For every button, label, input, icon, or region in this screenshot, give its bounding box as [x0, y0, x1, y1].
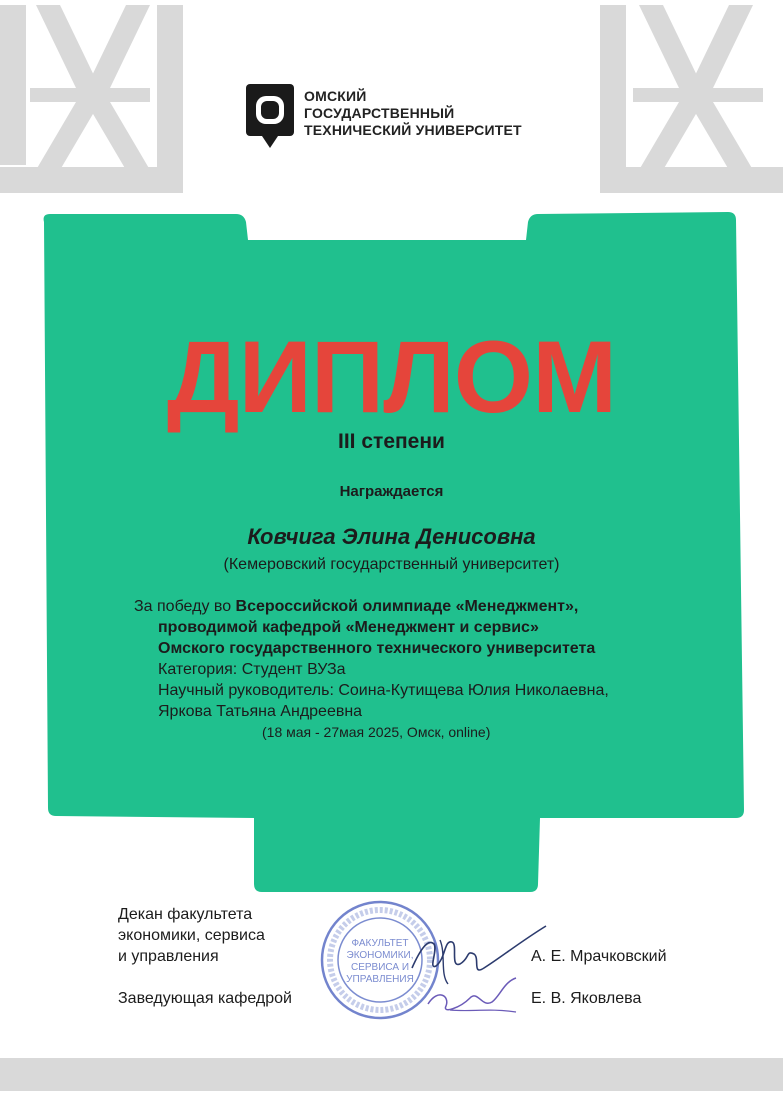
logo-line: ГОСУДАРСТВЕННЫЙ [304, 105, 455, 121]
dean-title-line: Декан факультета [118, 906, 253, 923]
logo-line: ОМСКИЙ [304, 88, 367, 104]
reason-line-3: Омского государственного технического университета [158, 640, 596, 657]
head-title: Заведующая кафедрой [118, 990, 292, 1007]
diploma-degree: III степени [338, 430, 445, 453]
logo-line: ТЕХНИЧЕСКИЙ УНИВЕРСИТЕТ [304, 122, 522, 138]
supervisor-line-1: Научный руководитель: Соина-Кутищева Юлия Николаевна, [158, 682, 609, 699]
diploma-title: ДИПЛОМ [166, 320, 617, 434]
event-dates: (18 мая - 27мая 2025, Омск, online) [262, 724, 491, 740]
supervisor-line-2: Яркова Татьяна Андреевна [158, 703, 363, 720]
stamp-line: ФАКУЛЬТЕТ [351, 938, 409, 949]
dean-title [118, 904, 265, 967]
dean-name: А. Е. Мрачковский [531, 948, 667, 965]
dean-title-line: и управления [118, 948, 219, 965]
stamp-line: ЭКОНОМИКИ, [346, 950, 414, 961]
footer-bar [0, 1058, 783, 1091]
dean-title-line: экономики, сервиса [118, 927, 265, 944]
stamp-line: УПРАВЛЕНИЯ [346, 974, 414, 985]
award-description [134, 596, 609, 722]
recipient-university: (Кемеровский государственный университет) [223, 556, 560, 573]
reason-line-2: проводимой кафедрой «Менеджмент и сервис» [158, 619, 539, 636]
reason-line-1: Всероссийской олимпиаде «Менеджмент», [235, 598, 579, 615]
category: Категория: Студент ВУЗа [158, 661, 346, 678]
reason-prefix: За победу во [134, 598, 236, 615]
awarded-label: Награждается [339, 483, 444, 500]
stamp-line: СЕРВИСА И [350, 962, 410, 973]
head-signature [420, 968, 530, 1018]
head-name: Е. В. Яковлева [531, 990, 642, 1007]
recipient-name: Ковчига Элина Денисовна [247, 524, 536, 549]
